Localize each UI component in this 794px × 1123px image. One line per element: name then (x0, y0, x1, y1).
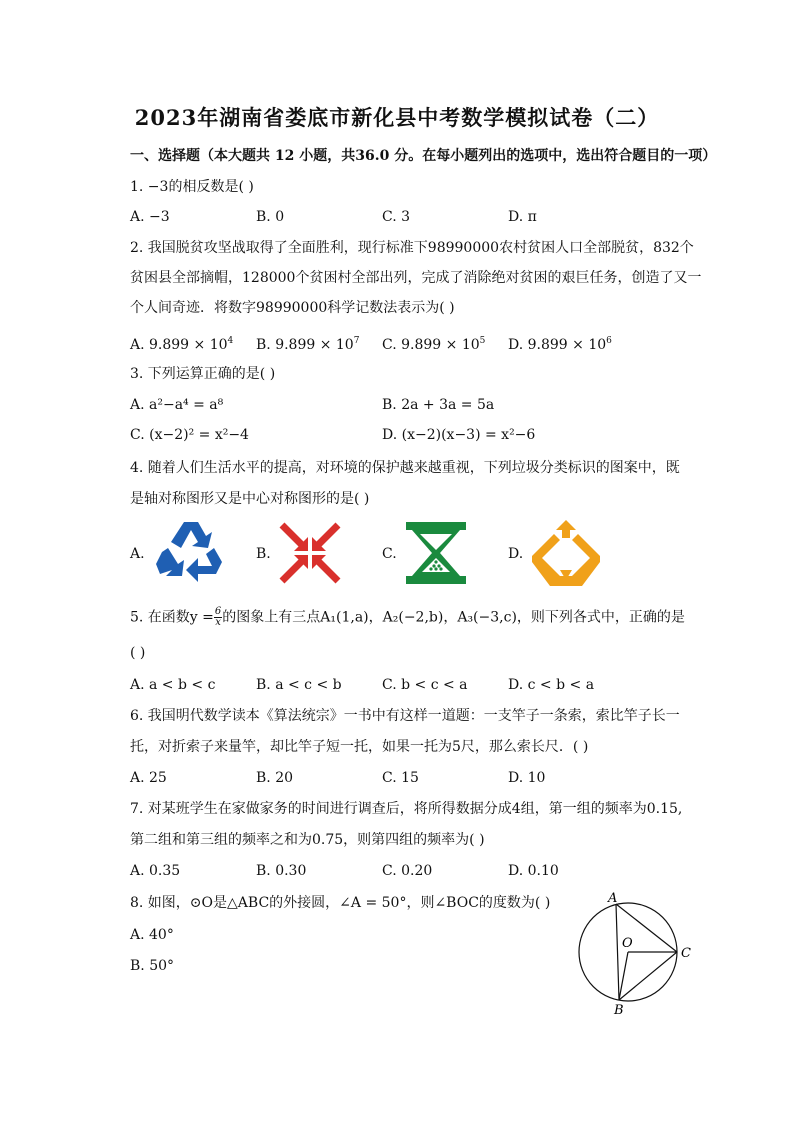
q7-option-a: A. 0.35 (130, 863, 181, 879)
label-a: A (608, 891, 618, 906)
q5-option-b: B. a < c < b (256, 677, 342, 693)
q8-stem: 8. 如图，⊙O是△ABC的外接圆，∠A = 50°，则∠BOC的度数为( ) (130, 895, 551, 911)
q5-fraction: $\frac{6}{x}$ (214, 606, 222, 628)
q7-line-1: 7. 对某班学生在家做家务的时间进行调查后，将所得数据分成4组，第一组的频率为0.15, (130, 801, 683, 817)
q6-option-c: C. 15 (382, 770, 419, 786)
q2-option-d: D. $9.899 \times 10^6$ (508, 336, 612, 353)
q2-line-2: 贫困县全部摘帽，128000个贫困村全部出列，完成了消除绝对贫困的艰巨任务，创造了又一 (130, 270, 702, 286)
q5-stem-pre: 5. 在函数y = (130, 609, 214, 626)
q1-stem: 1. −3的相反数是( ) (130, 179, 254, 195)
q8-option-a: A. 40° (130, 927, 174, 943)
q1-option-c: C. 3 (382, 209, 411, 225)
q2-option-a: A. $9.899 \times 10^4$ (130, 336, 234, 353)
q2-option-c: C. $9.899 \times 10^5$ (382, 336, 486, 353)
q5-option-a: A. a < b < c (130, 677, 216, 693)
recycle-icon (154, 518, 228, 588)
q4-line-1: 4. 随着人们生活水平的提高，对环境的保护越来越重视，下列垃圾分类标识的图案中，既 (130, 460, 680, 476)
q5-line-1 (130, 607, 685, 628)
q3-option-a: A. a²−a⁴ = a⁸ (130, 397, 224, 413)
q7-option-b: B. 0.30 (256, 863, 307, 879)
converging-arrows-icon (278, 521, 342, 585)
circumcircle-figure (578, 888, 698, 1016)
label-o: O (622, 936, 633, 951)
q6-option-d: D. 10 (508, 770, 546, 786)
q7-line-2: 第二组和第三组的频率之和为0.75，则第四组的频率为( ) (130, 832, 485, 848)
q1-option-b: B. 0 (256, 209, 285, 225)
label-c: C (681, 946, 691, 961)
q6-option-a: A. 25 (130, 770, 167, 786)
q1-option-a: A. −3 (130, 209, 170, 225)
q4-option-c: C. (382, 546, 397, 562)
arrow-up-symbol-icon (530, 518, 602, 588)
q4-option-b: B. (256, 546, 271, 562)
q6-line-2: 托，对折索子来量竿，却比竿子短一托，如果一托为5尺，那么索长尺．( ) (130, 739, 589, 755)
q6-line-1: 6. 我国明代数学读本《算法统宗》一书中有这样一道题：一支竿子一条索，索比竿子长一 (130, 708, 680, 724)
section-header: 一、选择题（本大题共 12 小题，共36.0 分。在每小题列出的选项中，选出符合题目的一项） (130, 148, 717, 164)
q4-line-2: 是轴对称图形又是中心对称图形的是( ) (130, 491, 370, 507)
q3-option-c: C. (x−2)² = x²−4 (130, 427, 249, 443)
page-title: 2023年湖南省娄底市新化县中考数学模拟试卷（二） (134, 105, 660, 130)
q2-line-3: 个人间奇迹．将数字98990000科学记数法表示为( ) (130, 300, 455, 316)
q4-option-a: A. (130, 546, 145, 562)
q7-option-d: D. 0.10 (508, 863, 559, 879)
q7-option-c: C. 0.20 (382, 863, 433, 879)
q6-option-b: B. 20 (256, 770, 294, 786)
q4-option-d: D. (508, 546, 524, 562)
q3-option-b: B. 2a + 3a = 5a (382, 397, 495, 413)
label-b: B (614, 1003, 624, 1016)
q5-stem-post: 的图象上有三点A₁(1,a)，A₂(−2,b)，A₃(−3,c)，则下列各式中，正确的是 (222, 609, 685, 626)
q1-option-d: D. π (508, 209, 537, 225)
hourglass-icon (404, 520, 468, 586)
q5-option-c: C. b < c < a (382, 677, 468, 693)
q2-option-b: B. $9.899 \times 10^7$ (256, 336, 360, 353)
q5-line-2: ( ) (130, 645, 146, 661)
q3-stem: 3. 下列运算正确的是( ) (130, 366, 276, 382)
q3-option-d: D. (x−2)(x−3) = x²−6 (382, 427, 536, 443)
q5-option-d: D. c < b < a (508, 677, 595, 693)
q8-option-b: B. 50° (130, 958, 175, 974)
q2-line-1: 2. 我国脱贫攻坚战取得了全面胜利，现行标准下98990000农村贫困人口全部脱贫，832个 (130, 240, 694, 256)
